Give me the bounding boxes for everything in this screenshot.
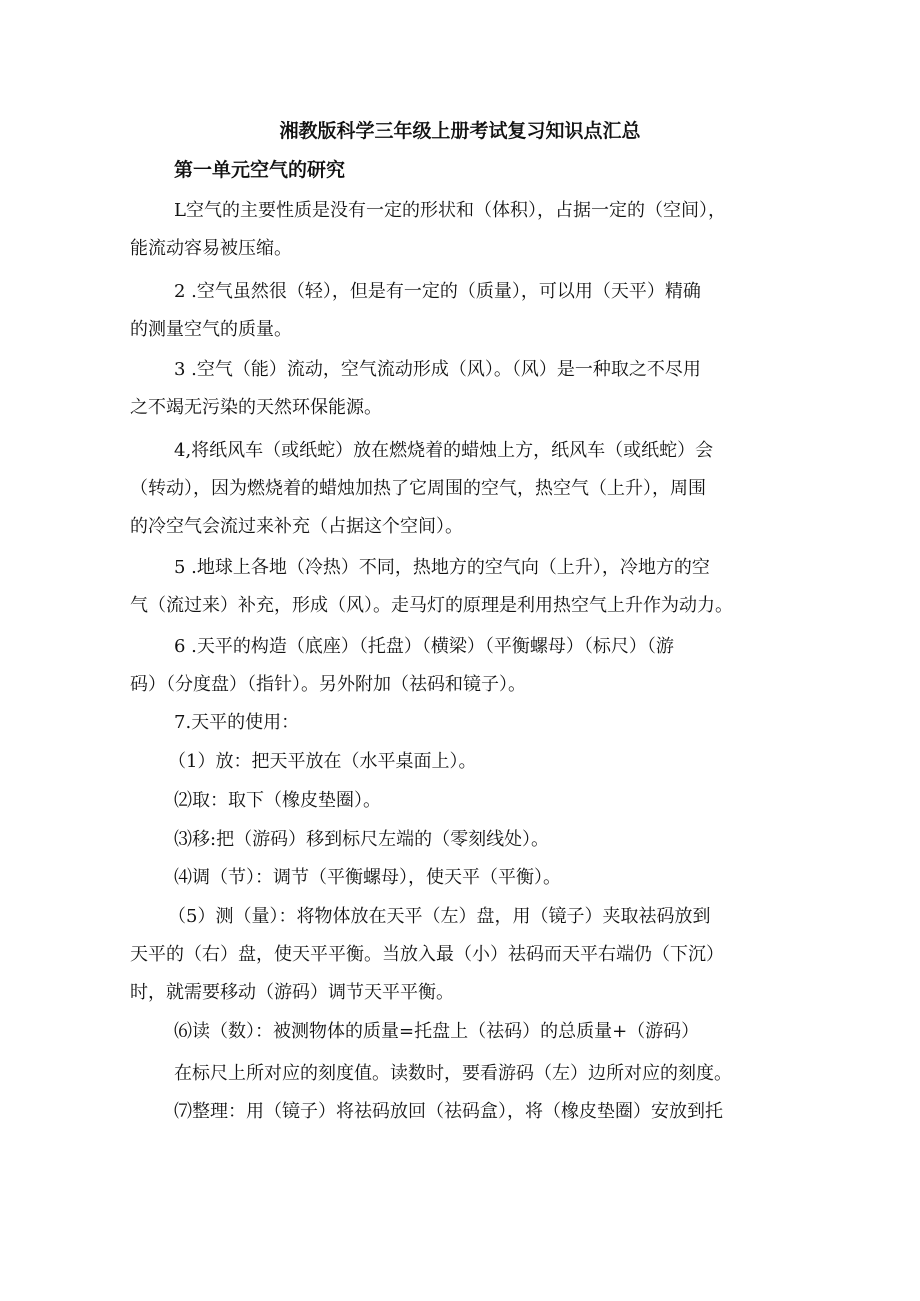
paragraph-line: ⑵取：取下（橡皮垫圈）。: [174, 790, 381, 811]
paragraph-line: 2 .空气虽然很（轻），但是有一定的（质量），可以用（天平）精确: [174, 281, 701, 302]
paragraph-line: （1）放：把天平放在（水平桌面上）。: [168, 751, 477, 772]
paragraph-line: 能流动容易被压缩。: [130, 238, 292, 259]
paragraph-line: ⑺整理：用（镜子）将祛码放回（祛码盒），将（橡皮垫圈）安放到托: [174, 1101, 723, 1122]
section-heading: 第一单元空气的研究: [174, 159, 346, 181]
paragraph-line: 6 .天平的构造（底座）（托盘）（横梁）（平衡螺母）（标尺）（游: [174, 636, 674, 657]
paragraph-line: 气（流过来）补充，形成（风）。走马灯的原理是利用热空气上升作为动力。: [130, 595, 733, 616]
paragraph-line: L空气的主要性质是没有一定的形状和（体积），占据一定的（空间），: [174, 200, 726, 221]
paragraph-line: ⑶移:把（游码）移到标尺左端的（零刻线处）。: [174, 829, 550, 850]
paragraph-line: 3 .空气（能）流动，空气流动形成（风）。（风）是一种取之不尽用: [174, 359, 701, 380]
paragraph-line: 4,将纸风车（或纸蛇）放在燃烧着的蜡烛上方，纸风车（或纸蛇）会: [174, 440, 714, 461]
paragraph-line: 7.天平的使用：: [174, 712, 300, 733]
paragraph-line: 天平的（右）盘，使天平平衡。当放入最（小）祛码而天平右端仍（下沉）: [130, 944, 724, 965]
paragraph-line: 之不竭无污染的天然环保能源。: [130, 397, 382, 418]
paragraph-line: 码）（分度盘）（指针）。另外附加（祛码和镜子）。: [130, 674, 526, 695]
paragraph-line: 的冷空气会流过来补充（占据这个空间）。: [130, 516, 463, 537]
paragraph-line: 的测量空气的质量。: [130, 319, 292, 340]
document-title: 湘教版科学三年级上册考试复习知识点汇总: [279, 120, 641, 142]
paragraph-line: ⑷调（节）：调节（平衡螺母），使天平（平衡）。: [174, 867, 561, 888]
paragraph-line: 时，就需要移动（游码）调节天平平衡。: [130, 982, 454, 1003]
paragraph-line: （5）测（量）：将物体放在天平（左）盘，用（镜子）夹取祛码放到: [168, 906, 711, 927]
paragraph-line: ⑹读（数）：被测物体的质量=托盘上（祛码）的总质量+（游码）: [174, 1021, 700, 1042]
paragraph-line: 在标尺上所对应的刻度值。读数时，要看游码（左）边所对应的刻度。: [174, 1063, 732, 1084]
paragraph-line: （转动），因为燃烧着的蜡烛加热了它周围的空气，热空气（上升），周围: [130, 478, 706, 499]
paragraph-line: 5 .地球上各地（冷热）不同，热地方的空气向（上升），冷地方的空: [174, 557, 710, 578]
